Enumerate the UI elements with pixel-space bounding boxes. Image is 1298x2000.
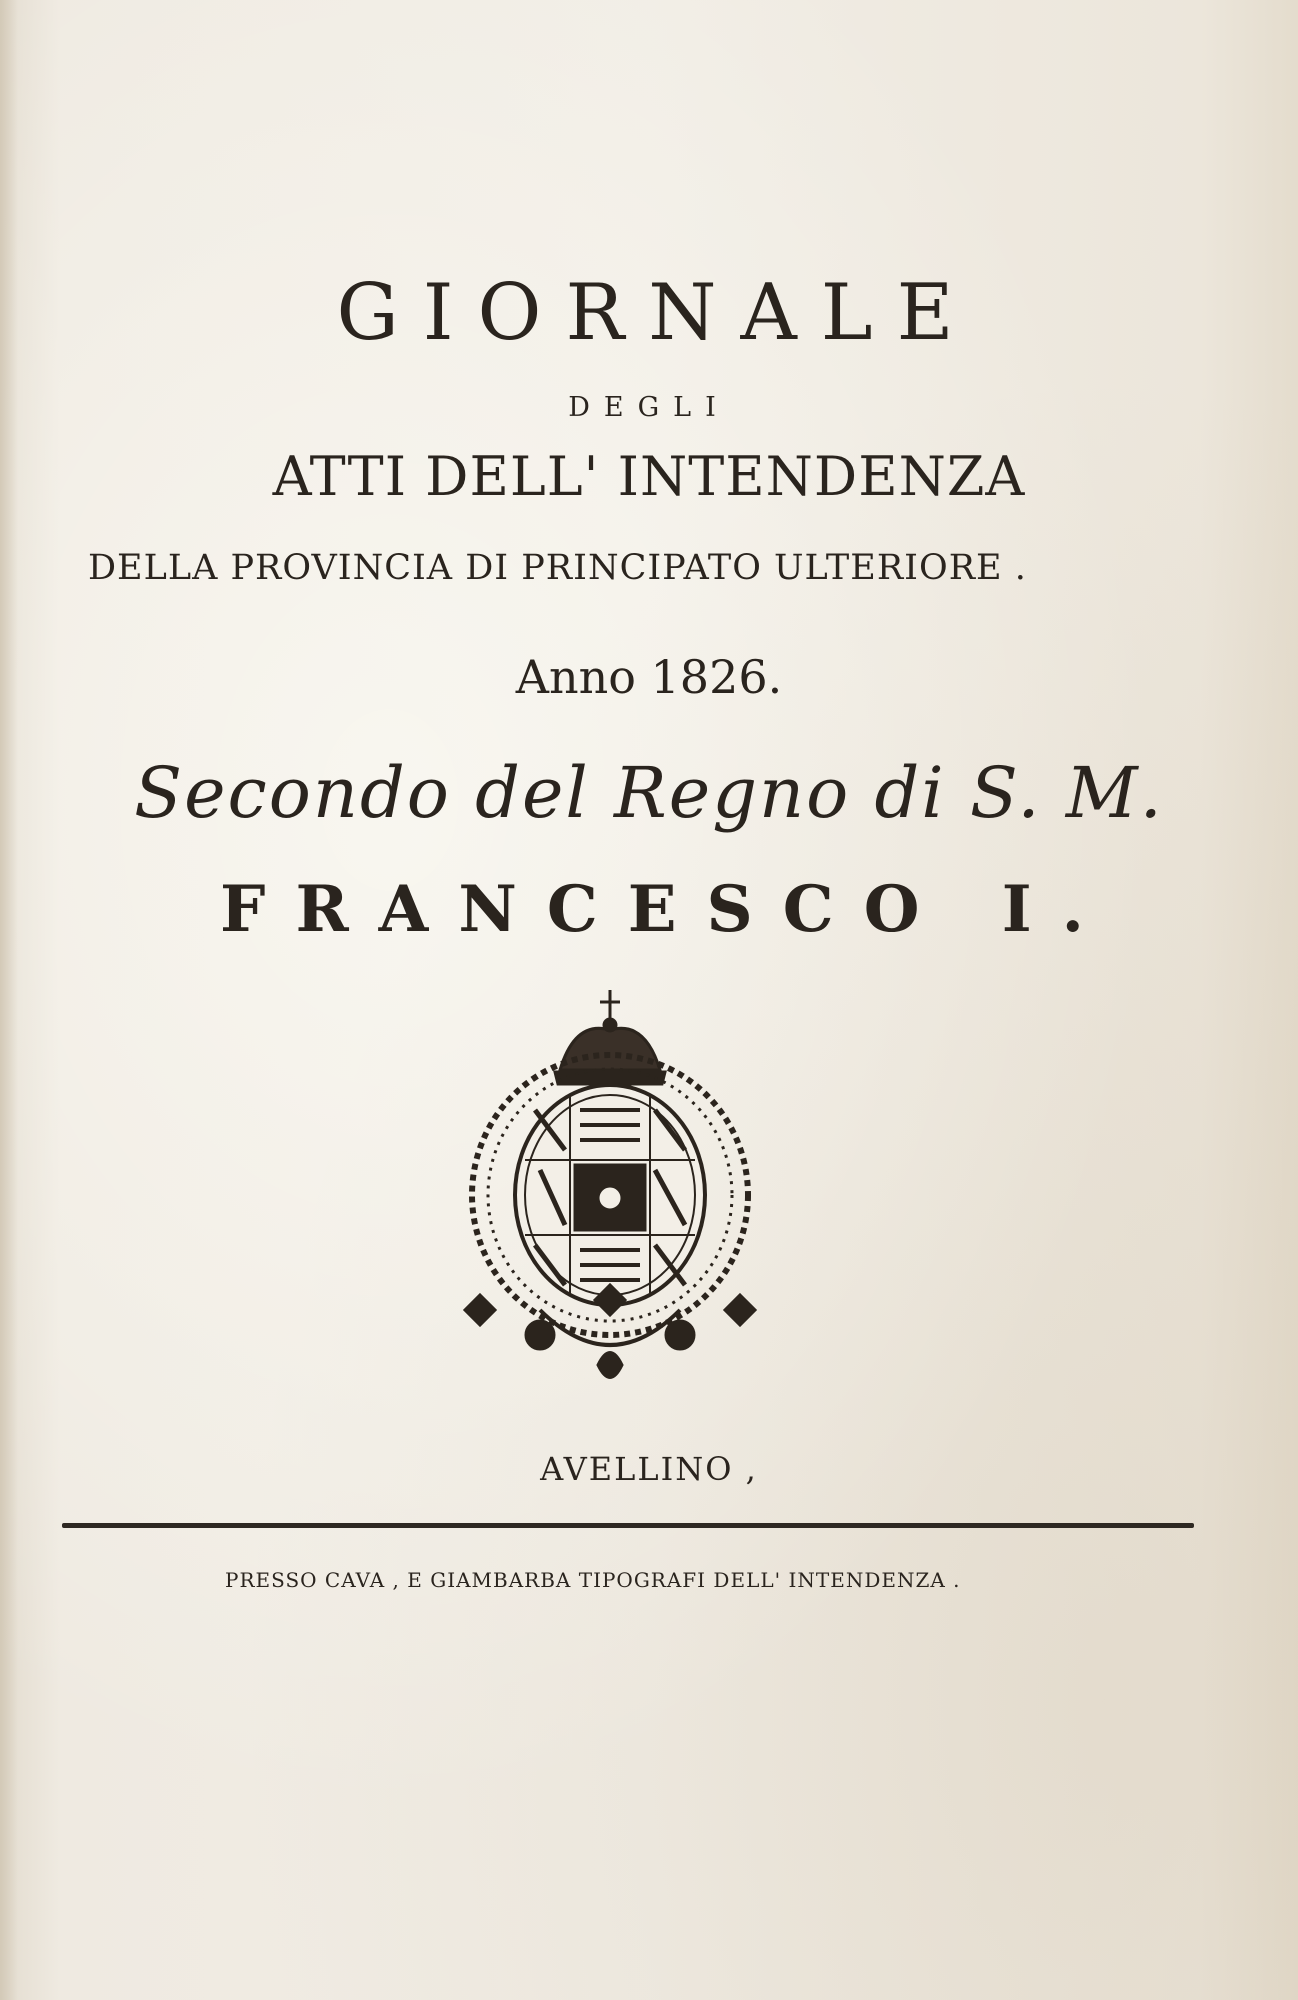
title-connector: DEGLI [568, 392, 730, 423]
printer-imprint: PRESSO CAVA , E GIAMBARBA TIPOGRAFI DELL' INTENDENZA . [225, 1568, 961, 1592]
year-line: Anno 1826. [515, 650, 783, 704]
reign-line: Secondo del Regno di S. M. [134, 752, 1164, 834]
king-name: FRANCESCO I. [220, 872, 1114, 947]
province-line: DELLA PROVINCIA DI PRINCIPATO ULTERIORE . [88, 548, 1027, 588]
page-subtitle: ATTI DELL' INTENDENZA [272, 445, 1026, 508]
page-title: GIORNALE [336, 268, 978, 358]
royal-coat-of-arms-icon [450, 980, 770, 1400]
place-of-publication: AVELLINO , [540, 1450, 758, 1488]
divider-rule [62, 1523, 1194, 1528]
